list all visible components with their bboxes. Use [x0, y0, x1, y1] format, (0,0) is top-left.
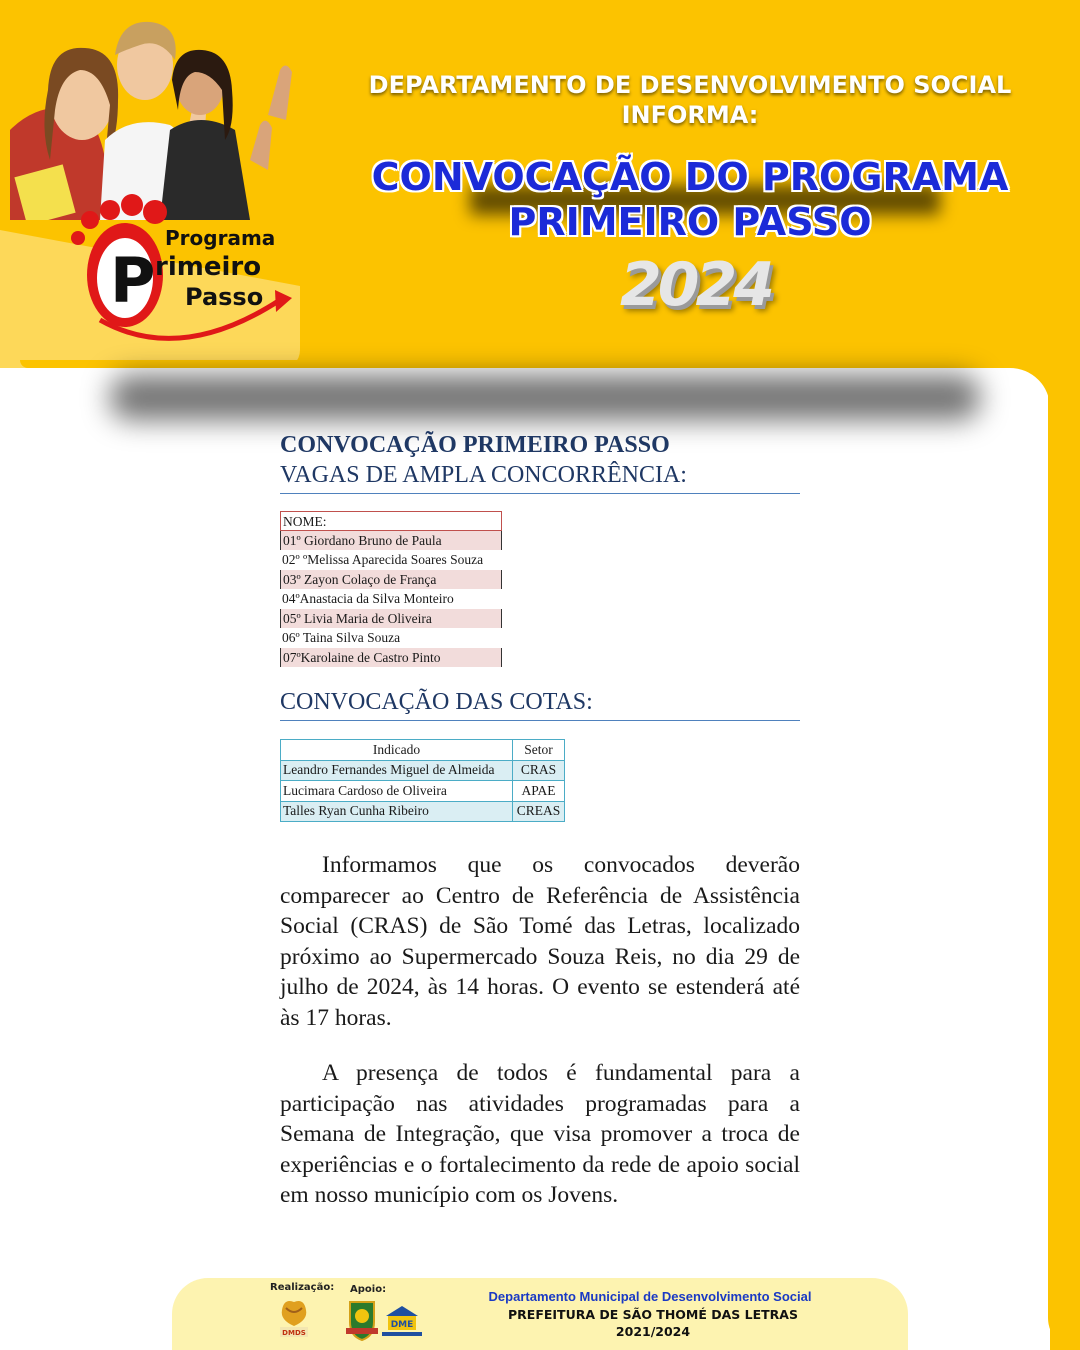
cota-indicado: Lucimara Cardoso de Oliveira: [281, 781, 513, 802]
info-paragraph: Informamos que os convocados deverão comparecer ao Centro de Referência de Assistência Social (CRAS) de São Tomé das Letras, localizado próximo ao Supermercado Souza Reis, no dia 29 de julho de 2024, às 14 horas. O evento se estenderá até às 17 horas.: [280, 852, 800, 1031]
table-row: 05º Livia Maria de Oliveira: [280, 609, 502, 629]
column-header-setor: Setor: [513, 740, 565, 761]
footer-department-name: Departamento Municipal de Desenvolvimento Social: [488, 1289, 812, 1304]
table-row: [281, 801, 565, 822]
dept-line-1: DEPARTAMENTO DE DESENVOLVIMENTO SOCIAL: [368, 71, 1012, 99]
title-line-1: CONVOCAÇÃO DO PROGRAMA: [371, 155, 1009, 199]
title-line-2: PRIMEIRO PASSO: [508, 200, 872, 244]
cota-indicado: Talles Ryan Cunha Ribeiro: [281, 801, 513, 822]
names-header: NOME:: [280, 511, 502, 531]
realizacao-label: Realização:: [270, 1282, 335, 1293]
cota-setor: APAE: [513, 781, 565, 802]
document-title: CONVOCAÇÃO PRIMEIRO PASSO: [280, 432, 670, 458]
convocation-document: [280, 430, 800, 1211]
footer-prefeitura: PREFEITURA DE SÃO THOMÉ DAS LETRAS: [508, 1307, 798, 1322]
table-row: 03º Zayon Colaço de França: [280, 570, 502, 590]
year-badge: 2024: [620, 250, 771, 320]
cota-indicado: Leandro Fernandes Miguel de Almeida: [281, 760, 513, 781]
logo-word-programa: Programa: [165, 226, 276, 250]
table-row: 06º Taina Silva Souza: [280, 628, 502, 648]
department-announcement: [340, 70, 1040, 130]
apoio-label: Apoio:: [350, 1284, 387, 1295]
column-header-indicado: Indicado: [281, 740, 513, 761]
table-row: 07ºKarolaine de Castro Pinto: [280, 648, 502, 668]
programa-primeiro-passo-logo: [70, 190, 300, 355]
dme-badge: DME: [390, 1320, 414, 1330]
cotas-header-row: [281, 740, 565, 761]
municipal-crest-icon: [344, 1296, 380, 1342]
cota-setor: CREAS: [513, 801, 565, 822]
logo-word-passo: Passo: [185, 283, 264, 311]
table-row: 02º ºMelissa Aparecida Soares Souza: [280, 550, 502, 570]
page-title: [340, 155, 1040, 245]
table-row: 01º Giordano Bruno de Paula: [280, 531, 502, 551]
logo-word-rimeiro: rimeiro: [155, 252, 262, 282]
cotas-heading: CONVOCAÇÃO DAS COTAS:: [280, 687, 800, 721]
footer-bar: [172, 1278, 908, 1350]
cotas-table: [280, 739, 565, 822]
dmds-logo-icon: [276, 1296, 312, 1342]
ampla-concorrencia-heading: VAGAS DE AMPLA CONCORRÊNCIA:: [280, 460, 800, 494]
table-row: 04ºAnastacia da Silva Monteiro: [280, 589, 502, 609]
dmds-badge: DMDS: [282, 1329, 306, 1337]
table-row: [281, 781, 565, 802]
header-bottom-edge: [20, 360, 1050, 368]
presence-paragraph: A presença de todos é fundamental para a participação nas atividades programadas para a Semana de Integração, que visa promover a troca de experiências e o fortalecimento da rede de apoio social em nosso município com os Jovens.: [280, 1060, 800, 1208]
youth-group-illustration: [10, 10, 300, 220]
right-decor-strip: [1050, 368, 1080, 1350]
table-row: [281, 760, 565, 781]
card-top-shadow: [110, 375, 980, 420]
dme-logo-icon: [378, 1302, 426, 1340]
cota-setor: CRAS: [513, 760, 565, 781]
dept-line-2: INFORMA:: [621, 101, 759, 129]
footer-years: 2021/2024: [615, 1324, 691, 1339]
names-table: [280, 511, 502, 667]
logo-letter-p: P: [110, 244, 156, 317]
